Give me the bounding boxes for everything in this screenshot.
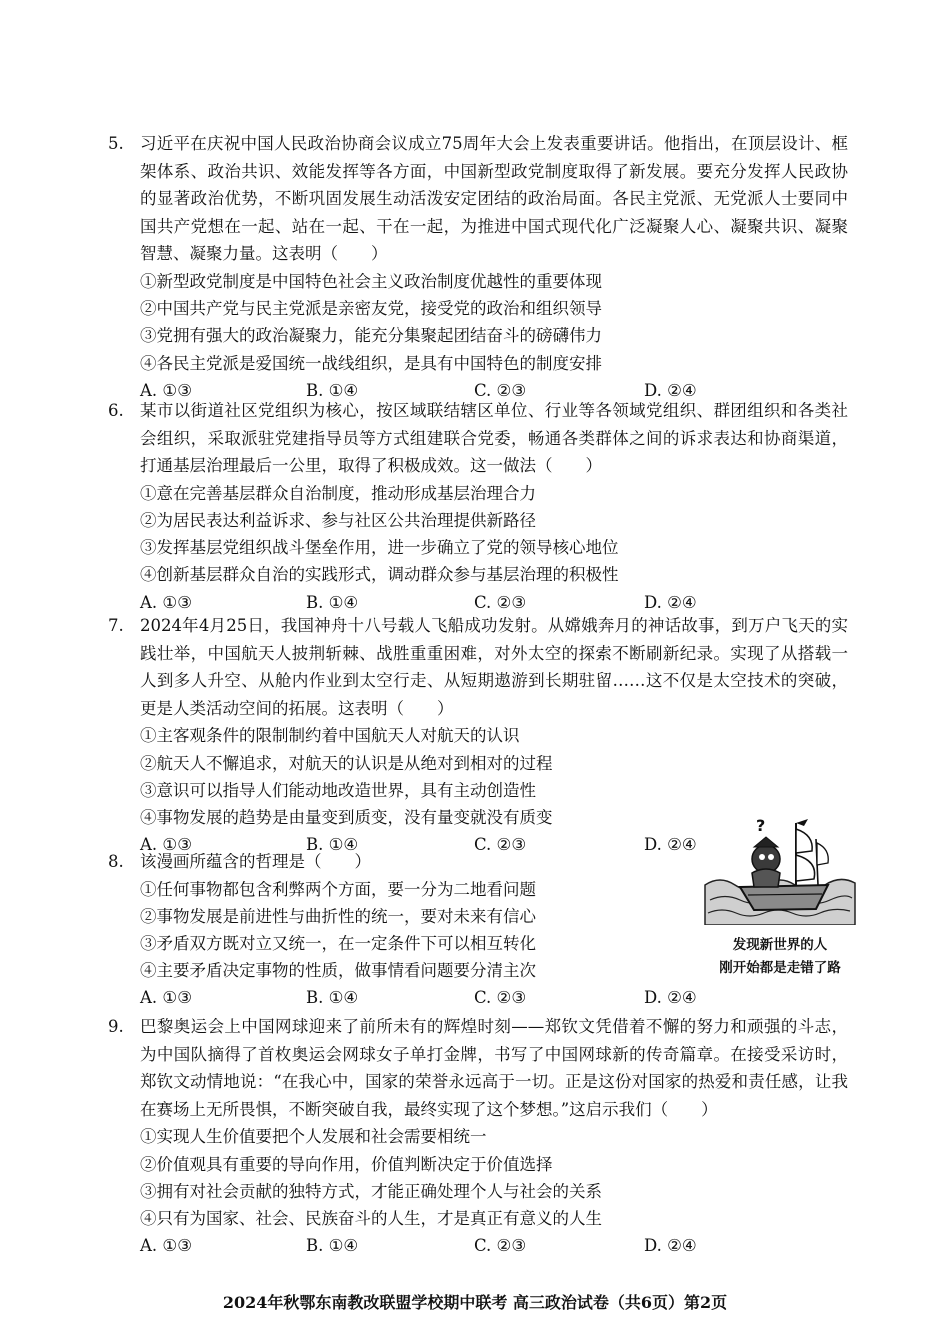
choice-c[interactable]: C. ②③ [474,380,527,400]
statement-3: ③发挥基层党组织战斗堡垒作用，进一步确立了党的领导核心地位 [140,538,619,558]
statement-3: ③矛盾双方既对立又统一，在一定条件下可以相互转化 [140,934,536,953]
cartoon-caption-line-1: 发现新世界的人 [732,937,828,953]
choice-b[interactable]: B. ①④ [306,835,359,855]
statement-2: ②中国共产党与民主党派是亲密友党，接受党的政治和组织领导 [140,299,602,319]
statement-3: ③党拥有强大的政治凝聚力，能充分集聚起团结奋斗的磅礴伟力 [140,326,602,346]
question-stem: 习近平在庆祝中国人民政治协商会议成立75周年大会上发表重要讲话。他指出，在顶层设计、框架体系、政治共识、效能发挥等各方面，中国新型政党制度取得了新发展。要充分发挥人民政协的显著政治优势，不断巩固发展生动活泼安定团结的政治局面。各民主党派、无党派人士要同中国共产党想在一起、站在一起、干在一起，为推进中国式现代化广泛凝聚人心、凝聚共识、凝聚智慧、凝聚力量。这表明（ ） [140,134,848,264]
question-number: 9. [108,1017,124,1036]
question-stem: 某市以街道社区党组织为核心，按区域联结辖区单位、行业等各领域党组织、群团组织和各类社会组织，采取派驻党建指导员等方式组建联合党委，畅通各类群体之间的诉求表达和协商渠道，打通基层治理最后一公里，取得了积极成效。这一做法（ ） [140,401,848,476]
choice-c[interactable]: C. ②③ [474,592,527,612]
statement-3: ③意识可以指导人们能动地改造世界，具有主动创造性 [140,780,536,800]
question-number: 6. [108,401,124,420]
statement-3: ③拥有对社会贡献的独特方式，才能正确处理个人与社会的关系 [140,1181,602,1201]
statement-1: ①新型政党制度是中国特色社会主义政治制度优越性的重要体现 [140,271,602,291]
cartoon-illustration [700,815,860,985]
choice-d[interactable]: D. ②④ [644,380,697,400]
choice-d[interactable]: D. ②④ [644,835,697,855]
statement-1: ①实现人生价值要把个人发展和社会需要相统一 [140,1127,487,1147]
statement-4: ④只有为国家、社会、民族奋斗的人生，才是真正有意义的人生 [140,1208,602,1228]
sailing-ship-cartoon-icon [700,815,860,925]
statement-2: ②事物发展是前进性与曲折性的统一，要对未来有信心 [140,906,536,926]
question-5 [108,130,848,404]
choice-b[interactable]: B. ①④ [306,1236,359,1256]
statement-2: ②为居民表达利益诉求、参与社区公共治理提供新路径 [140,510,536,530]
statement-list [140,1123,848,1232]
svg-text:?: ? [756,816,766,835]
statement-4: ④主要矛盾决定事物的性质，做事情看问题要分清主次 [140,961,536,981]
choice-a[interactable]: A. ①③ [140,988,192,1008]
choice-d[interactable]: D. ②④ [644,988,697,1008]
statement-4: ④创新基层群众自治的实践形式，调动群众参与基层治理的积极性 [140,565,619,585]
statement-1: ①任何事物都包含利弊两个方面，要一分为二地看问题 [140,879,536,899]
statement-4: ④各民主党派是爱国统一战线组织，是具有中国特色的制度安排 [140,353,602,373]
choice-a[interactable]: A. ①③ [140,380,192,400]
answer-choices [140,984,848,1011]
answer-choices [140,1232,848,1259]
statement-2: ②价值观具有重要的导向作用，价值判断决定于价值选择 [140,1154,553,1174]
question-number: 7. [108,616,124,635]
statement-1: ①意在完善基层群众自治制度，推动形成基层治理合力 [140,483,536,503]
question-9 [108,1013,848,1259]
statement-2: ②航天人不懈追求，对航天的认识是从绝对到相对的过程 [140,753,553,773]
question-stem: 2024年4月25日，我国神舟十八号载人飞船成功发射。从嫦娥奔月的神话故事，到万户飞天的实践壮举，中国航天人披荆斩棘、战胜重重困难，对外太空的探索不断刷新纪录。实现了从搭载一人到多人升空、从舱内作业到太空行走、从短期遨游到长期驻留……这不仅是太空技术的突破，更是人类活动空间的拓展。这表明（ ） [140,616,848,718]
page-footer: 2024年秋鄂东南教改联盟学校期中联考 高三政治试卷（共6页）第2页 [222,1293,728,1312]
choice-c[interactable]: C. ②③ [474,835,527,855]
choice-b[interactable]: B. ①④ [306,380,359,400]
choice-c[interactable]: C. ②③ [474,1236,527,1256]
question-stem: 巴黎奥运会上中国网球迎来了前所未有的辉煌时刻——郑钦文凭借着不懈的努力和顽强的斗志，为中国队摘得了首枚奥运会网球女子单打金牌，书写了中国网球新的传奇篇章。在接受采访时，郑钦文动情地说：“在我心中，国家的荣誉永远高于一切。正是这份对国家的热爱和责任感，让我在赛场上无所畏惧，不断突破自我，最终实现了这个梦想。”这启示我们（ ） [140,1017,848,1119]
statement-list [140,480,848,589]
question-stem: 该漫画所蕴含的哲理是（ ） [140,852,371,871]
cartoon-caption-line-2: 刚开始都是走错了路 [719,960,841,976]
statement-4: ④事物发展的趋势是由量变到质变，没有量变就没有质变 [140,807,553,827]
choice-b[interactable]: B. ①④ [306,592,359,612]
question-number: 8. [108,852,124,871]
choice-c[interactable]: C. ②③ [474,988,527,1008]
statement-1: ①主客观条件的限制制约着中国航天人对航天的认识 [140,726,520,746]
choice-d[interactable]: D. ②④ [644,1236,697,1256]
choice-d[interactable]: D. ②④ [644,592,697,612]
choice-b[interactable]: B. ①④ [306,988,359,1008]
choice-a[interactable]: A. ①③ [140,1236,192,1256]
choice-a[interactable]: A. ①③ [140,835,192,855]
question-6 [108,397,848,616]
choice-a[interactable]: A. ①③ [140,592,192,612]
question-number: 5. [108,134,124,153]
statement-list [140,268,848,377]
